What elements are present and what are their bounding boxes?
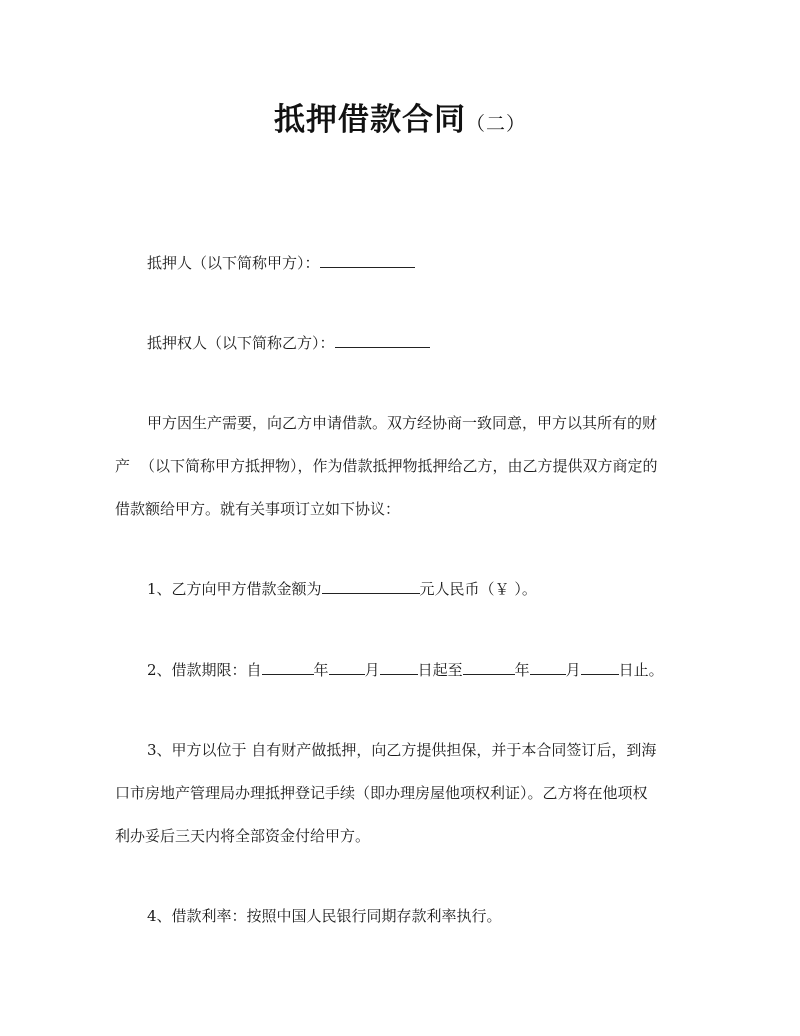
title-suffix: （二） [465,113,526,135]
loan-amount-blank [322,575,420,594]
start-month-blank [329,656,365,675]
start-day-blank [380,656,418,675]
clause-3-line-1: 3、甲方以位于 自有财产做抵押，向乙方提供担保，并于本合同签订后，到海 [147,741,657,759]
start-year-blank [262,656,314,675]
preamble-line-3: 借款额给甲方。就有关事项订立如下协议： [115,500,401,518]
clause-1 [115,572,727,606]
preamble-line-2b: （以下简称甲方抵押物），作为借款抵押物抵押给乙方，由乙方提供双方商定的 [140,457,658,475]
mortgagor-blank [320,249,415,268]
mortgagee-blank [335,329,430,348]
end-month-blank [530,656,566,675]
title-main: 抵押借款合同 [273,102,466,138]
mortgagee-label: 抵押权人（以下简称乙方）： [147,334,335,352]
mortgagee-line [115,326,727,360]
day-from-label: 日起至 [417,661,463,679]
end-day-blank [581,656,619,675]
clause-2 [115,653,727,687]
clause-4: 4、借款利率：按照中国人民银行同期存款利率执行。 [147,907,502,925]
mortgagor-line [115,246,727,280]
clause-1-suffix: 元人民币（￥ ）。 [419,580,537,598]
preamble-line-2a: 产 [115,457,131,475]
mortgagor-label: 抵押人（以下简称甲方）： [147,254,320,272]
end-year-blank [463,656,515,675]
clause-1-prefix: 1、乙方向甲方借款金额为 [147,580,322,598]
clause-2-prefix: 2、借款期限：自 [147,661,262,679]
preamble-line-1: 甲方因生产需要，向乙方申请借款。双方经协商一致同意，甲方以其所有的财 [147,414,658,432]
document-title [0,94,800,139]
month-label-2: 月 [565,661,581,679]
preamble-line-2 [115,449,695,483]
clause-3-line-2: 口市房地产管理局办理抵押登记手续（即办理房屋他项权利证）。乙方将在他项权 [115,784,648,802]
day-to-label: 日止。 [618,661,664,679]
month-label: 月 [364,661,380,679]
year-label: 年 [313,661,329,679]
year-label-2: 年 [514,661,530,679]
clause-3-line-3: 利办妥后三天内将全部资金付给甲方。 [115,827,371,845]
